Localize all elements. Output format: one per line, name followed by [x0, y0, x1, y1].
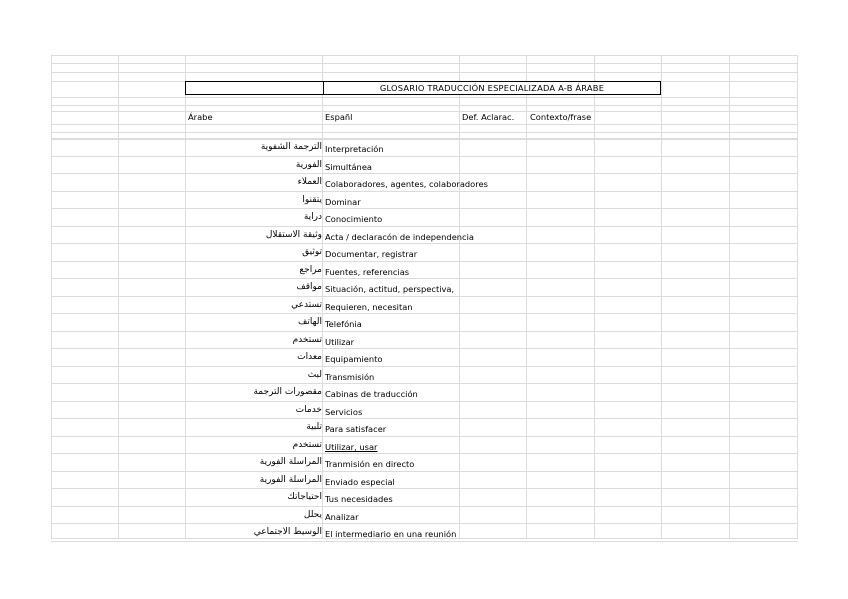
table-row — [0, 419, 848, 436]
arabic-term[interactable]: مواقف — [296, 282, 322, 292]
arabic-term[interactable]: المراسلة الفورية — [259, 474, 322, 485]
spanish-term[interactable]: Tus necesidades — [325, 494, 393, 504]
spanish-term[interactable]: Fuentes, referencias — [325, 266, 410, 277]
arabic-term[interactable]: تستخدم — [292, 439, 322, 450]
spanish-term[interactable]: Colaboradores, agentes, colaboradores — [325, 179, 488, 189]
spanish-term[interactable]: Requieren, necesitan — [325, 301, 413, 312]
grid-row-line — [51, 63, 798, 64]
arabic-term[interactable]: المراسلة الفورية — [259, 457, 322, 467]
table-row — [0, 209, 848, 226]
table-row — [0, 472, 848, 489]
spanish-term[interactable]: Dominar — [325, 196, 361, 207]
spanish-term[interactable]: El intermediario en una reunión — [325, 529, 457, 539]
table-row — [0, 332, 848, 349]
arabic-term[interactable]: الترجمة الشفوية — [260, 142, 322, 152]
arabic-term[interactable]: الوسيط الاجتماعي — [253, 527, 322, 537]
spanish-term[interactable]: Simultánea — [325, 161, 373, 172]
header-definition: Def. Aclarac. — [462, 112, 515, 122]
spanish-term[interactable]: Documentar, registrar — [325, 249, 418, 259]
arabic-term[interactable]: مقصورات الترجمة — [253, 387, 322, 397]
table-row — [0, 192, 848, 209]
table-row — [0, 139, 848, 156]
grid-row-line — [51, 132, 798, 133]
arabic-term[interactable]: تلبية — [306, 422, 322, 432]
table-row — [0, 297, 848, 314]
table-row — [0, 384, 848, 401]
table-row — [0, 157, 848, 174]
arabic-term[interactable]: يتقنوا — [302, 194, 322, 205]
table-row — [0, 279, 848, 296]
spanish-term[interactable]: Interpretación — [325, 144, 384, 154]
table-row — [0, 507, 848, 524]
table-row — [0, 262, 848, 279]
grid-row-line — [51, 541, 798, 542]
spanish-term[interactable]: Situación, actitud, perspectiva, — [325, 284, 455, 294]
spanish-term[interactable]: Conocimiento — [325, 214, 383, 224]
table-row — [0, 437, 848, 454]
arabic-term[interactable]: احتياجاتك — [287, 492, 322, 502]
spanish-term[interactable]: Telefónia — [325, 319, 362, 329]
table-row — [0, 244, 848, 261]
arabic-term[interactable]: خدمات — [295, 404, 322, 415]
table-row — [0, 489, 848, 506]
arabic-term[interactable]: تستخدم — [292, 334, 322, 345]
arabic-term[interactable]: وثيقة الاستقلال — [265, 229, 322, 240]
spanish-term[interactable]: Equipamiento — [325, 354, 383, 364]
spanish-term[interactable]: Tranmisión en directo — [325, 459, 415, 469]
header-arabic: Árabe — [188, 112, 213, 122]
spanish-term[interactable]: Utilizar — [325, 336, 355, 347]
arabic-term[interactable]: توثيق — [302, 247, 322, 257]
spanish-term[interactable]: Analizar — [325, 511, 359, 522]
spanish-term[interactable]: Transmisión — [325, 371, 375, 382]
grid-row-line — [51, 97, 798, 98]
arabic-term[interactable]: الهاتف — [298, 317, 322, 327]
header-context: Contexto/frase — [530, 112, 592, 122]
spanish-term[interactable]: Cabinas de traducción — [325, 389, 418, 399]
arabic-term[interactable]: يحلل — [303, 509, 322, 520]
header-spanish: Españl — [325, 112, 353, 122]
arabic-term[interactable]: تستدعي — [291, 299, 322, 310]
spanish-term[interactable]: Utilizar, usar — [325, 441, 378, 452]
arabic-term[interactable]: الفورية — [295, 159, 322, 170]
glossary-title: GLOSARIO TRADUCCIÓN ESPECIALIZADA A-B ÁRABE — [379, 83, 605, 93]
table-row — [0, 402, 848, 419]
table-row — [0, 349, 848, 366]
table-row — [0, 227, 848, 244]
arabic-term[interactable]: معدات — [297, 352, 322, 362]
arabic-term[interactable]: مراجع — [299, 264, 322, 275]
table-row — [0, 314, 848, 331]
table-row — [0, 174, 848, 191]
grid-row-line — [51, 55, 798, 56]
arabic-term[interactable]: لبث — [307, 369, 322, 380]
arabic-term[interactable]: العملاء — [297, 177, 322, 187]
table-row — [0, 367, 848, 384]
spanish-term[interactable]: Enviado especial — [325, 476, 395, 487]
spanish-term[interactable]: Servicios — [325, 406, 363, 417]
grid-row-line — [51, 72, 798, 73]
table-row — [0, 524, 848, 541]
grid-row-line — [51, 124, 798, 125]
grid-row-line — [51, 105, 798, 106]
spanish-term[interactable]: Para satisfacer — [325, 424, 387, 434]
table-row — [0, 454, 848, 471]
spanish-term[interactable]: Acta / declaracón de independencia — [325, 231, 475, 242]
grid-row-line — [51, 111, 798, 112]
arabic-term[interactable]: دراية — [303, 212, 322, 222]
